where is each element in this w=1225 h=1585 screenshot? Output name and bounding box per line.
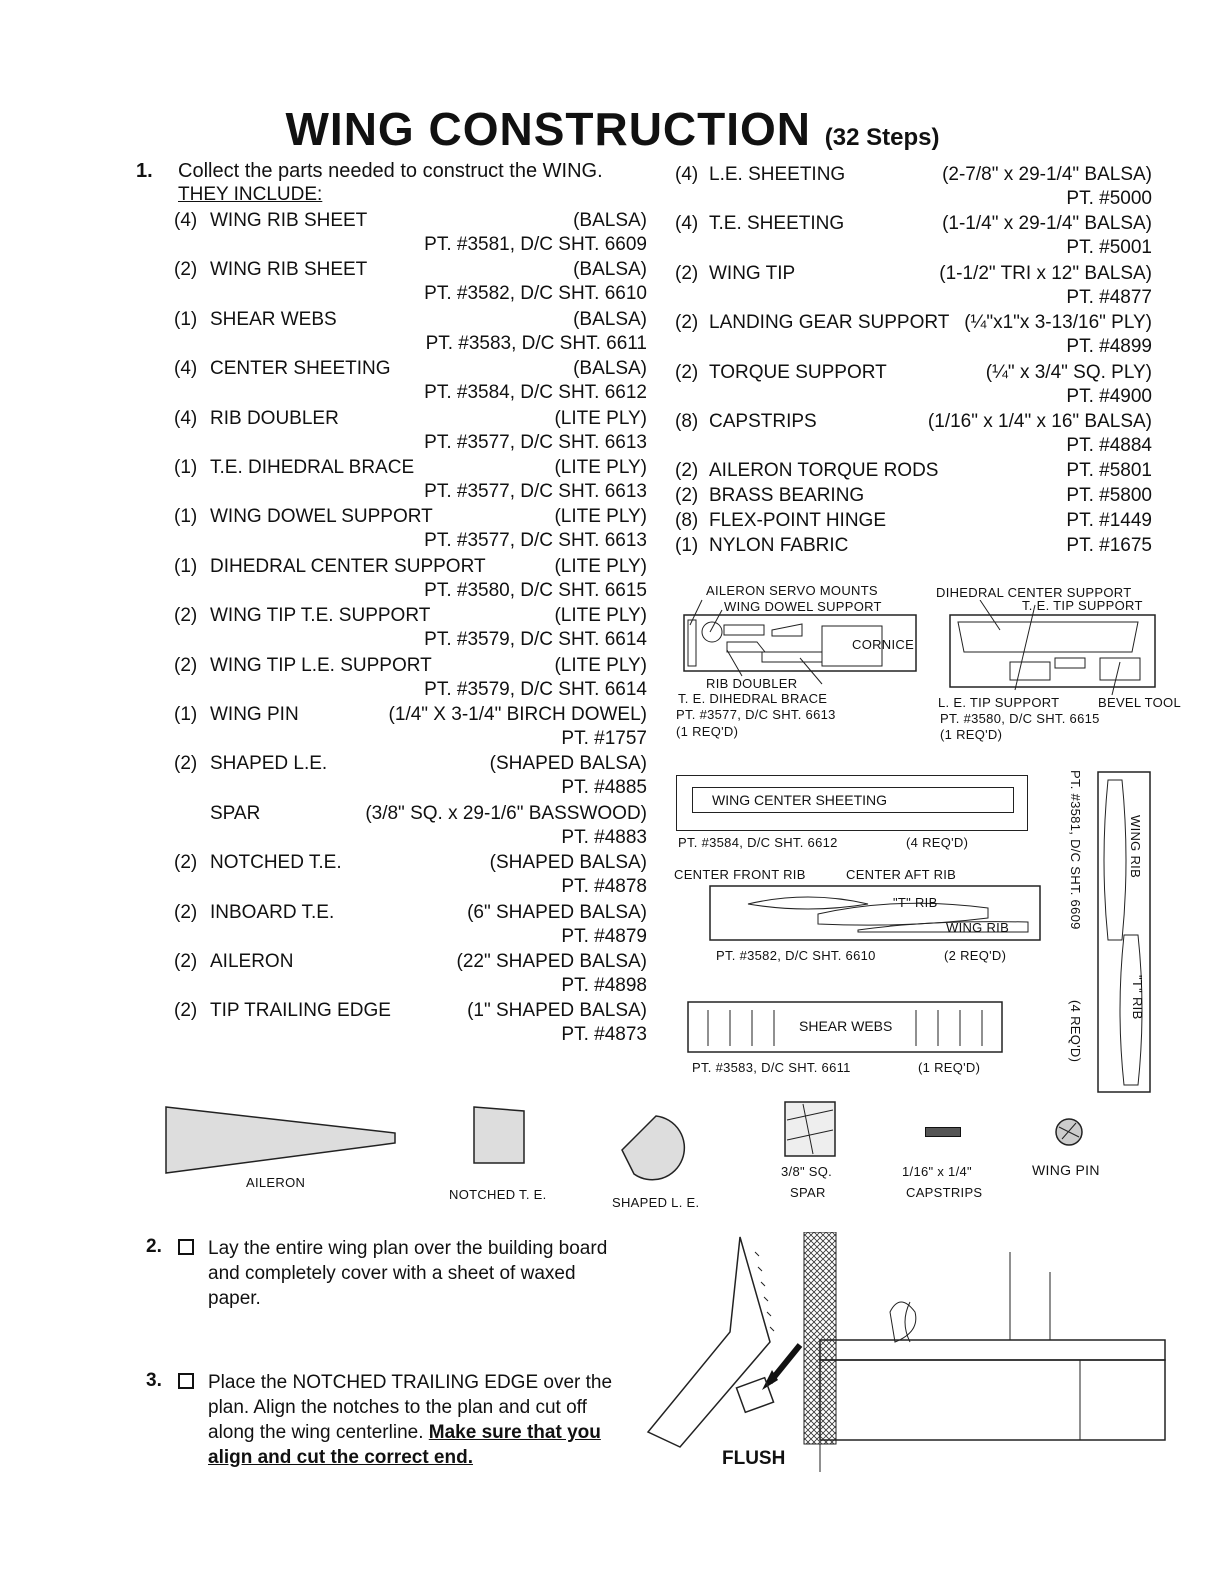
part-name: NOTCHED T.E. <box>210 852 342 874</box>
dihedral-support-diagram <box>940 600 1170 700</box>
part-number: PT. #4883 <box>561 826 647 848</box>
part-qty: (8) <box>675 411 699 432</box>
label-req-1a: (1 REQ'D) <box>676 724 739 739</box>
part-spec: (¼" x 3/4" SQ. PLY) <box>985 361 1152 383</box>
label-aileron: AILERON <box>246 1175 306 1190</box>
part-name: WING PIN <box>210 704 299 725</box>
label-spar-size: 3/8" SQ. <box>781 1164 833 1179</box>
part-spec: (BALSA) <box>573 358 647 380</box>
part-number: PT. #3582, D/C SHT. 6610 <box>424 283 647 305</box>
step-2-checkbox[interactable] <box>178 1239 194 1255</box>
spar-sample <box>783 1100 837 1158</box>
step-3-line-2: plan. Align the notches to the plan and cut off <box>208 1397 587 1418</box>
part-name: SHAPED L.E. <box>210 753 328 775</box>
part-spec: (BALSA) <box>573 259 647 281</box>
title-main: WING CONSTRUCTION <box>285 103 812 155</box>
step-3-number: 3. <box>146 1370 162 1391</box>
part-number: PT. #1449 <box>1066 510 1152 531</box>
page-title <box>0 102 1225 156</box>
part-qty: (4) <box>675 213 699 235</box>
label-pt3584: PT. #3584, D/C SHT. 6612 <box>678 835 838 850</box>
part-qty: (4) <box>174 358 198 380</box>
label-te-tip: T. E. TIP SUPPORT <box>1022 598 1143 613</box>
label-wing-rib-small: WING RIB <box>946 920 1010 935</box>
part-name: SPAR <box>210 802 261 824</box>
part-qty: (2) <box>174 259 198 281</box>
part-number: PT. #4877 <box>1066 286 1152 308</box>
step-1-number: 1. <box>136 160 153 182</box>
part-qty: (2) <box>675 312 699 334</box>
step-3-bold-2: align and cut the correct end. <box>208 1447 473 1468</box>
part-number: PT. #4899 <box>1066 336 1152 358</box>
part-qty: (2) <box>174 951 198 972</box>
part-qty: (2) <box>174 605 198 627</box>
label-req-1c: (1 REQ'D) <box>918 1060 981 1075</box>
part-qty: (2) <box>174 901 198 923</box>
part-number: PT. #3579, D/C SHT. 6614 <box>424 678 647 700</box>
label-wing-dowel: WING DOWEL SUPPORT <box>724 599 882 614</box>
step-3 <box>146 1370 636 1470</box>
capstrip-sample <box>925 1127 961 1137</box>
part-qty: (2) <box>174 852 198 874</box>
label-req-4a: (4 REQ'D) <box>906 835 969 850</box>
label-t-rib-small: "T" RIB <box>893 895 938 910</box>
part-name: WING RIB SHEET <box>210 210 368 231</box>
part-qty: (2) <box>675 460 699 481</box>
wing-rib-vertical-sheet <box>1094 770 1154 1095</box>
part-name: WING RIB SHEET <box>210 259 368 281</box>
part-spec: (22" SHAPED BALSA) <box>456 951 647 972</box>
part-number: PT. #3577, D/C SHT. 6613 <box>424 431 647 453</box>
part-qty: (1) <box>174 457 198 478</box>
part-number: PT. #4884 <box>1066 435 1152 456</box>
label-rib-doubler: RIB DOUBLER <box>706 676 798 691</box>
label-dihedral-center: DIHEDRAL CENTER SUPPORT <box>936 585 1132 600</box>
part-name: DIHEDRAL CENTER SUPPORT <box>210 555 486 577</box>
part-name: BRASS BEARING <box>709 485 865 506</box>
part-spec: (1" SHAPED BALSA) <box>467 1000 647 1022</box>
label-center-sheeting: WING CENTER SHEETING <box>712 792 888 808</box>
label-cap-size: 1/16" x 1/4" <box>902 1164 972 1179</box>
step-2-line-1: Lay the entire wing plan over the building board <box>208 1238 608 1259</box>
label-spar: SPAR <box>790 1185 826 1200</box>
part-number: PT. #4878 <box>561 876 647 898</box>
step-2 <box>146 1236 636 1309</box>
part-spec: (SHAPED BALSA) <box>489 852 647 874</box>
part-qty: (2) <box>675 361 699 383</box>
label-aileron-servo: AILERON SERVO MOUNTS <box>706 583 878 598</box>
part-name: WING TIP L.E. SUPPORT <box>210 654 432 676</box>
part-name: RIB DOUBLER <box>210 407 339 429</box>
part-name: L.E. SHEETING <box>709 164 846 185</box>
part-number: PT. #4885 <box>561 777 647 799</box>
part-spec: (LITE PLY) <box>554 605 647 627</box>
part-spec: (BALSA) <box>573 210 647 231</box>
label-req-1b: (1 REQ'D) <box>940 727 1003 742</box>
part-name: WING TIP T.E. SUPPORT <box>210 605 431 627</box>
part-qty: (1) <box>174 555 198 577</box>
part-name: LANDING GEAR SUPPORT <box>709 312 950 334</box>
label-wing-rib-big: WING RIB <box>1128 815 1143 879</box>
flush-label: FLUSH <box>722 1448 786 1469</box>
part-number: PT. #1675 <box>1066 535 1152 556</box>
label-pt3582: PT. #3582, D/C SHT. 6610 <box>716 948 876 963</box>
wing-pin-sample <box>1054 1117 1084 1147</box>
label-cornice: CORNICE <box>852 637 915 652</box>
part-spec: (1-1/4" x 29-1/4" BALSA) <box>942 213 1152 235</box>
aileron-sample <box>163 1105 403 1175</box>
part-spec: (6" SHAPED BALSA) <box>467 901 647 923</box>
part-name: WING DOWEL SUPPORT <box>210 506 433 528</box>
step-3-bold-1: Make sure that you <box>428 1422 601 1443</box>
part-name: T.E. DIHEDRAL BRACE <box>210 457 415 478</box>
part-spec: (LITE PLY) <box>554 506 647 528</box>
part-spec: (LITE PLY) <box>554 457 647 478</box>
part-number: PT. #5800 <box>1066 485 1152 506</box>
part-name: T.E. SHEETING <box>709 213 845 235</box>
label-center-front-rib: CENTER FRONT RIB <box>674 867 806 882</box>
label-te-dihedral: T. E. DIHEDRAL BRACE <box>678 691 828 706</box>
step-3-checkbox[interactable] <box>178 1373 194 1389</box>
part-name: WING TIP <box>709 262 796 284</box>
label-pt3577: PT. #3577, D/C SHT. 6613 <box>676 707 836 722</box>
label-wing-pin: WING PIN <box>1032 1162 1100 1178</box>
part-number: PT. #3584, D/C SHT. 6612 <box>424 382 647 404</box>
part-qty: (2) <box>675 485 699 506</box>
part-spec: (LITE PLY) <box>554 654 647 676</box>
part-number: PT. #3583, D/C SHT. 6611 <box>425 332 647 354</box>
shaped-le-sample <box>618 1112 694 1184</box>
label-vertical-req: (4 REQ'D) <box>1068 1000 1083 1063</box>
label-req-2: (2 REQ'D) <box>944 948 1007 963</box>
label-bevel-tool: BEVEL TOOL <box>1098 695 1181 710</box>
label-notched-te: NOTCHED T. E. <box>449 1187 547 1202</box>
step-2-number: 2. <box>146 1236 162 1257</box>
step-3-line-3: along the wing centerline. <box>208 1422 424 1443</box>
part-name: TIP TRAILING EDGE <box>210 1000 391 1022</box>
part-number: PT. #4879 <box>561 925 647 947</box>
part-name: NYLON FABRIC <box>709 535 849 556</box>
part-name: FLEX-POINT HINGE <box>709 510 887 531</box>
part-qty: (4) <box>174 407 198 429</box>
part-name: CENTER SHEETING <box>210 358 391 380</box>
part-number: PT. #5801 <box>1066 460 1152 481</box>
part-spec: (1-1/2" TRI x 12" BALSA) <box>939 262 1152 284</box>
part-qty: (8) <box>675 510 699 531</box>
part-qty: (1) <box>174 704 198 725</box>
part-spec: (2-7/8" x 29-1/4" BALSA) <box>942 164 1152 185</box>
part-spec: (LITE PLY) <box>554 407 647 429</box>
step-2-line-3: paper. <box>208 1288 261 1309</box>
part-number: PT. #3580, D/C SHT. 6615 <box>424 579 647 601</box>
step-2-line-2: and completely cover with a sheet of waxed <box>208 1263 576 1284</box>
part-qty: (2) <box>174 753 198 775</box>
part-spec: (SHAPED BALSA) <box>489 753 647 775</box>
label-pt3580: PT. #3580, D/C SHT. 6615 <box>940 711 1100 726</box>
part-qty: (1) <box>675 535 699 556</box>
part-number: PT. #4900 <box>1066 385 1152 407</box>
step-3-line-1: Place the NOTCHED TRAILING EDGE over the <box>208 1372 613 1393</box>
step-1-text: Collect the parts needed to construct the WING. <box>178 160 603 182</box>
part-number: PT. #4873 <box>561 1024 647 1046</box>
part-spec: (3/8" SQ. x 29-1/6" BASSWOOD) <box>365 802 647 824</box>
part-number: PT. #5001 <box>1066 237 1152 259</box>
label-pt3583: PT. #3583, D/C SHT. 6611 <box>692 1060 851 1075</box>
part-qty: (2) <box>675 262 699 284</box>
part-spec: (¼"x1"x 3-13/16" PLY) <box>964 312 1152 334</box>
they-include-heading: THEY INCLUDE: <box>178 184 323 205</box>
part-qty: (4) <box>675 164 699 185</box>
part-name: TORQUE SUPPORT <box>709 361 887 383</box>
part-spec: (LITE PLY) <box>554 555 647 577</box>
part-number: PT. #4898 <box>561 975 647 996</box>
label-capstrips: CAPSTRIPS <box>906 1185 983 1200</box>
label-le-tip: L. E. TIP SUPPORT <box>938 695 1060 710</box>
part-spec: (1/4" X 3-1/4" BIRCH DOWEL) <box>388 704 647 725</box>
part-name: AILERON <box>210 951 294 972</box>
part-name: CAPSTRIPS <box>709 411 817 432</box>
part-qty: (2) <box>174 1000 198 1022</box>
cutting-illustration <box>640 1232 1170 1472</box>
part-number: PT. #1757 <box>561 728 647 749</box>
label-t-rib-big: "T" RIB <box>1130 975 1145 1020</box>
label-shear-webs: SHEAR WEBS <box>799 1018 893 1034</box>
part-qty: (4) <box>174 210 198 231</box>
part-qty: (1) <box>174 308 198 330</box>
part-spec: (1/16" x 1/4" x 16" BALSA) <box>927 411 1152 432</box>
title-steps: (32 Steps) <box>824 124 940 151</box>
part-spec: (BALSA) <box>573 308 647 330</box>
part-number: PT. #3581, D/C SHT. 6609 <box>424 234 647 255</box>
part-name: AILERON TORQUE RODS <box>709 460 939 481</box>
part-number: PT. #3577, D/C SHT. 6613 <box>424 481 647 502</box>
part-qty: (1) <box>174 506 198 528</box>
label-vertical-pt: PT. #3581, D/C SHT. 6609 <box>1068 770 1083 930</box>
part-number: PT. #3577, D/C SHT. 6613 <box>424 530 647 552</box>
label-center-aft-rib: CENTER AFT RIB <box>846 867 957 882</box>
notched-te-sample <box>470 1105 530 1167</box>
part-qty: (2) <box>174 654 198 676</box>
label-shaped-le: SHAPED L. E. <box>612 1195 700 1210</box>
part-number: PT. #3579, D/C SHT. 6614 <box>424 629 647 651</box>
part-number: PT. #5000 <box>1066 188 1152 209</box>
part-name: SHEAR WEBS <box>210 308 337 330</box>
part-name: INBOARD T.E. <box>210 901 335 923</box>
